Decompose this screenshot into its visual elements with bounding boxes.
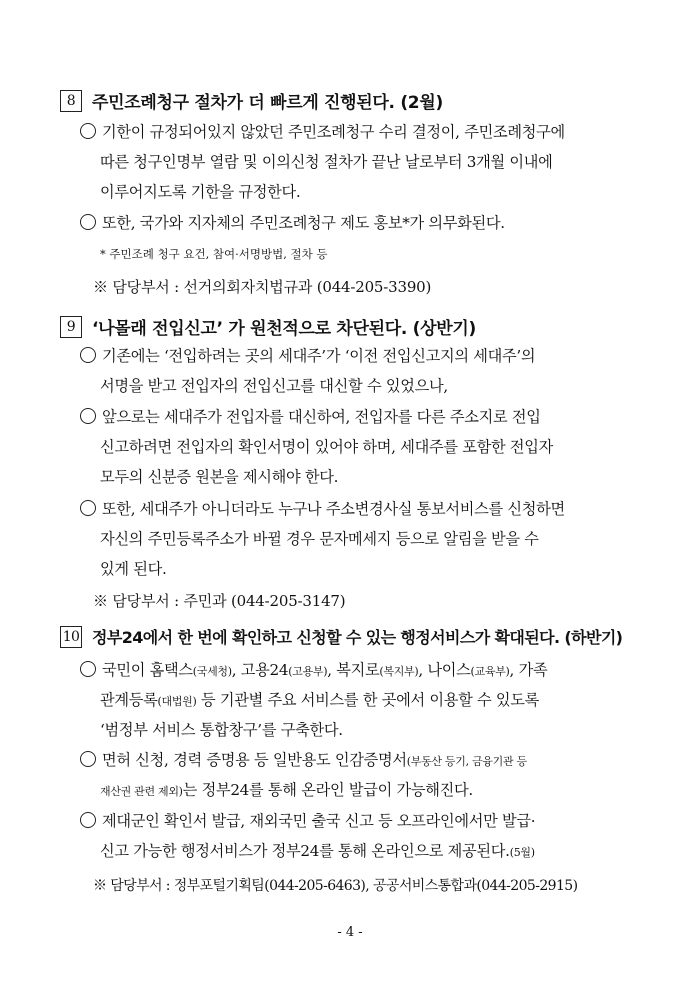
department-contact: ※ 담당부서 : 정부포털기획팀(044-205-6463), 공공서비스통합과(044-205-2915) xyxy=(93,878,578,894)
section-8-paragraph-2: 또한, 국가와 지자체의 주민조례청구 제도 홍보*가 의무화된다. xyxy=(80,208,640,238)
agency-note: (대법원) xyxy=(157,695,197,708)
text-run: , 가족 xyxy=(509,661,548,679)
section-8-paragraph-1: 기한이 규정되어있지 않았던 주민조례청구 수리 결정이, 주민조례청구에 따른 청구인명부 열람 및 이의신청 절차가 끝난 날로부터 3개월 이내에 이루어지도록 기한을 규정한다. xyxy=(80,117,640,207)
bullet-circle-icon xyxy=(80,751,96,767)
section-9-paragraph-1: 기존에는 ‘전입하려는 곳의 세대주’가 ‘이전 전입신고지의 세대주’의 서명을 받고 전입자의 전입신고를 대신할 수 있었으나, xyxy=(80,341,640,401)
text-run: 관계등록 xyxy=(100,691,158,709)
section-10-heading xyxy=(60,625,622,648)
section-10-paragraph-1: 국민이 홈택스(국세청), 고용24(고용부), 복지로(복지부), 나이스(교육부), 가족 관계등록(대법원) 등 기관별 주요 서비스를 한 곳에서 이용할 수 있도록 ‘범정부 서비스 통합창구’를 구축한다. xyxy=(80,655,640,745)
agency-note: (국세청) xyxy=(192,665,232,678)
bullet-circle-icon xyxy=(80,347,96,363)
text-run: 등 기관별 주요 서비스를 한 곳에서 이용할 수 있도록 xyxy=(196,691,540,709)
section-8-heading xyxy=(60,88,443,113)
bullet-circle-icon xyxy=(80,500,96,516)
agency-note: (교육부) xyxy=(470,665,510,678)
text-run: , 복지로 xyxy=(327,661,380,679)
text-run: 국민이 홈택스 xyxy=(102,661,193,679)
bullet-circle-icon xyxy=(80,812,96,828)
agency-note: (고용부) xyxy=(288,665,328,678)
page-number: - 4 - xyxy=(337,925,363,940)
bullet-circle-icon xyxy=(80,214,96,230)
footnote: * 주민조례 청구 요건, 참여·서명방법, 절차 등 xyxy=(100,247,328,261)
department-contact: ※ 담당부서 : 선거의회자치법규과 (044-205-3390) xyxy=(93,278,432,296)
section-number-box: 10 xyxy=(60,626,82,648)
section-9-paragraph-2: 앞으로는 세대주가 전입자를 대신하여, 전입자를 다른 주소지로 전입 신고하려면 전입자의 확인서명이 있어야 하며, 세대주를 포함한 전입자 모두의 신분증 원본을 제시해야 한다. xyxy=(80,402,640,492)
section-title: ‘나몰래 전입신고’ 가 원천적으로 차단된다. (상반기) xyxy=(92,319,476,339)
section-9-paragraph-3: 또한, 세대주가 아니더라도 누구나 주소변경사실 통보서비스를 신청하면 자신의 주민등록주소가 바뀔 경우 문자메세지 등으로 알림을 받을 수 있게 된다. xyxy=(80,494,640,584)
text-run: , 나이스 xyxy=(418,661,471,679)
section-10-paragraph-2: 면허 신청, 경력 증명용 등 일반용도 인감증명서(부동산 등기, 금융기관 등 재산권 관련 제외)는 정부24를 통해 온라인 발급이 가능해진다. xyxy=(80,745,640,805)
section-10-paragraph-3: 제대군인 확인서 발급, 재외국민 출국 신고 등 오프라인에서만 발급· 신고 가능한 행정서비스가 정부24를 통해 온라인으로 제공된다.(5월) xyxy=(80,806,640,866)
text-run: , 고용24 xyxy=(231,661,289,679)
bullet-circle-icon xyxy=(80,661,96,677)
bullet-circle-icon xyxy=(80,408,96,424)
section-title: 주민조례청구 절차가 더 빠르게 진행된다. (2월) xyxy=(92,93,443,113)
agency-note: (복지부) xyxy=(379,665,419,678)
section-number-box: 8 xyxy=(60,90,82,112)
department-contact: ※ 담당부서 : 주민과 (044-205-3147) xyxy=(93,592,346,610)
section-title: 정부24에서 한 번에 확인하고 신청할 수 있는 행정서비스가 확대된다. (하반기) xyxy=(92,628,623,647)
section-number-box: 9 xyxy=(60,316,82,338)
bullet-circle-icon xyxy=(80,123,96,139)
section-9-heading xyxy=(60,314,476,339)
